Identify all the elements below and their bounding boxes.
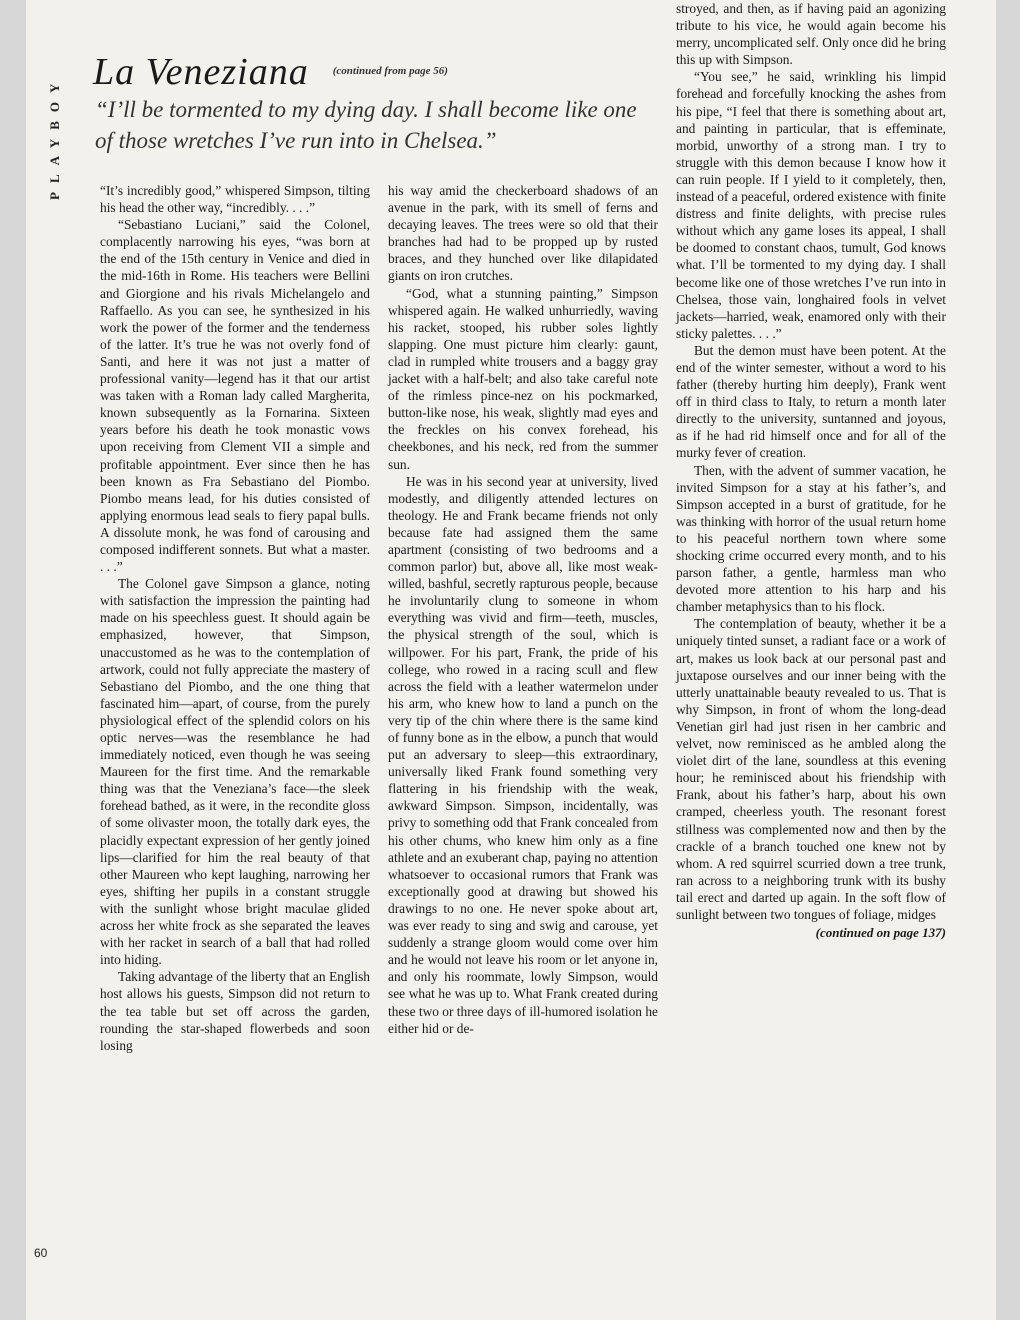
story-title: La Veneziana: [93, 51, 309, 93]
paragraph: “You see,” he said, wrinkling his limpid forehead and forcefully knocking the ashes from his pipe, “I feel that there is something about art, and painting in particular, that is effeminate, morbid, unworthy of a strong man. I try to struggle with this demon because I know how it can ruin people. If I yield to it completely, then, instead of a peaceful, ordered existence with finite distress and finite delights, with precise rules without which any game loses its appeal, I shall be doomed to constant chaos, tumult, God knows what. I’ll be tormented to my dying day. I shall become like one of those wretches I’ve run into in Chelsea, those vain, longhaired fools in velvet jackets—harried, weak, enamored only with their sticky palettes. . . .”: [676, 69, 946, 341]
paragraph: “God, what a stunning painting,” Simpson whispered again. He walked unhurriedly, waving his racket, stooped, his rubber soles lightly slapping. One must picture him clearly: gaunt, clad in rumpled white trousers and a baggy gray jacket with a half-belt; and also take careful note of the rimless pince-nez on his pockmarked, button-like nose, his weak, slightly mad eyes and the freckles on his convex forehead, his cheekbones, and his neck, red from the summer sun.: [388, 285, 658, 472]
magazine-name-vertical: [33, 40, 73, 210]
paragraph: his way amid the checkerboard shadows of an avenue in the park, with its smell of ferns and decaying leaves. The trees were so old that their branches had had to be propped up by rusted braces, and they hunched over like dilapidated giants on iron crutches.: [388, 183, 658, 284]
page-number: 60: [34, 1246, 48, 1260]
paragraph: He was in his second year at university, lived modestly, and diligently attended lectures on theology. He and Frank became friends not only because fate had assigned them the same apartment (consisting of two bedrooms and a common parlor) but, above all, like most weak-willed, bashful, secretly rapturous people, because he involuntarily clung to someone in whom everything was vivid and firm—teeth, muscles, the physical strength of the soul, which is willpower. For his part, Frank, the pride of his college, who rowed in a racing scull and flew across the field with a leather watermelon under his arm, who knew how to land a punch on the very tip of the chin where there is the same kind of funny bone as in the elbow, a punch that would put an adversary to sleep—this extraordinary, universally liked Frank found something very flattering in his friendship with the weak, awkward Simpson. Simpson, incidentally, was privy to something odd that Frank concealed from his other chums, who knew him only as a fine athlete and an exuberant chap, paying no attention whatsoever to occasional rumors that Frank was exceptionally good at drawing but showed his drawings to no one. He never spoke about art, was ever ready to sing and swig and carouse, yet suddenly a strange gloom would come over him and he would not leave his room or let anyone in, and only his roommate, lowly Simpson, would see what he was up to. What Frank created during these two or three days of ill-humored isolation he either hid or de-: [388, 473, 658, 1036]
paragraph: “Sebastiano Luciani,” said the Colonel, complacently narrowing his eyes, “was born at the end of the 15th century in Venice and died in the mid-16th in Rome. His teachers were Bellini and Giorgione and his rivals Michelangelo and Raffaello. As you can see, he synthesized in his work the power of the former and the tenderness of the latter. It’s true he was not overly fond of Santi, and here it was not just a matter of professional vanity—legend has it that our artist was taken with a Roman lady called Margherita, known subsequently as la Fornarina. Sixteen years before his death he took monastic vows upon receiving from Clement VII a simple and profitable appointment. Ever since then he has been known as Fra Sebastiano del Piombo. Piombo means lead, for his duties consisted of applying enormous lead seals to fiery papal bulls. A dissolute monk, he was fond of carousing and composed indifferent sonnets. But what a master. . . .”: [100, 217, 370, 575]
paragraph: stroyed, and then, as if having paid an agonizing tribute to his vice, he would again become his merry, uncomplicated self. Only once did he bring this up with Simpson.: [676, 1, 946, 68]
text-column-1: [100, 182, 370, 1054]
continued-on-note: (continued on page 137): [815, 925, 946, 941]
continued-from-note: (continued from page 56): [332, 65, 448, 77]
text-column-2: [388, 182, 658, 1037]
title-row: [93, 50, 448, 94]
paragraph: The Colonel gave Simpson a glance, noting with satisfaction the impression the painting had made on his speechless guest. It should again be emphasized, however, that Simpson, unaccustomed as he was to the contemplation of artwork, could not fully appreciate the mastery of Sebastiano del Piombo, and the one thing that fascinated him—apart, of course, from the purely physiological effect of the splendid colors on his optic nerves—was the resemblance he had immediately noticed, even though he was seeing Maureen for the first time. And the remarkable thing was that the Veneziana’s face—the sleek forehead bathed, as it were, in the recondite gloss of some olivaster moon, the totally dark eyes, the placidly expectant expression of her gently joined lips—clarified for him the real beauty of that other Maureen who kept laughing, narrowing her eyes, shifting her pupils in a constant struggle with the sunlight whose bright maculae glided across her white frock as she separated the leaves with her racket in search of a ball that had rolled into hiding.: [100, 576, 370, 968]
pull-quote: “I’ll be tormented to my dying day. I shall become like one of those wretches I’ve run into in Chelsea.”: [95, 97, 637, 153]
text-column-3: [676, 0, 946, 941]
paragraph: Then, with the advent of summer vacation, he invited Simpson for a stay at his father’s, and Simpson accepted in a burst of gratitude, for he was thinking with horror of the usual return home to his peaceful northern town where some shocking crime occurred every month, and to his parson father, a gentle, harmless man who devoted more attention to his harp and his chamber metaphysics than to his flock.: [676, 462, 946, 615]
paragraph: Taking advantage of the liberty that an English host allows his guests, Simpson did not return to the tea table but set off across the garden, rounding the star-shaped flowerbeds and soon losing: [100, 969, 370, 1053]
paragraph: But the demon must have been potent. At the end of the winter semester, without a word to his father (thereby hurting him deeply), Frank went off in third class to Italy, to return a month later directly to the university, suntanned and joyous, as if he had rid himself once and for all of the murky fever of creation.: [676, 342, 946, 461]
magazine-name: PLAYBOY: [47, 74, 62, 200]
paragraph: The contemplation of beauty, whether it be a uniquely tinted sunset, a radiant face or a work of art, makes us look back at our personal past and juxtapose ourselves and our inner being with the utterly unattainable beauty revealed to us. That is why Simpson, in front of whom the long-dead Venetian girl had just risen in her cambric and velvet, now reminisced as he ambled along the violet dirt of the lane, soundless at this evening hour; he reminisced about his friendship with Frank, about his father’s harp, about his own cramped, cheerless youth. The resonant forest stillness was complemented now and then by the crackle of a branch touched one knew not by whom. A red squirrel scurried down a tree trunk, ran across to a neighboring trunk with its bushy tail erect and darted up again. In the soft flow of sunlight between two tongues of foliage, midges: [676, 616, 946, 922]
paragraph: “It’s incredibly good,” whispered Simpson, tilting his head the other way, “incredibly. . . .”: [100, 183, 370, 216]
